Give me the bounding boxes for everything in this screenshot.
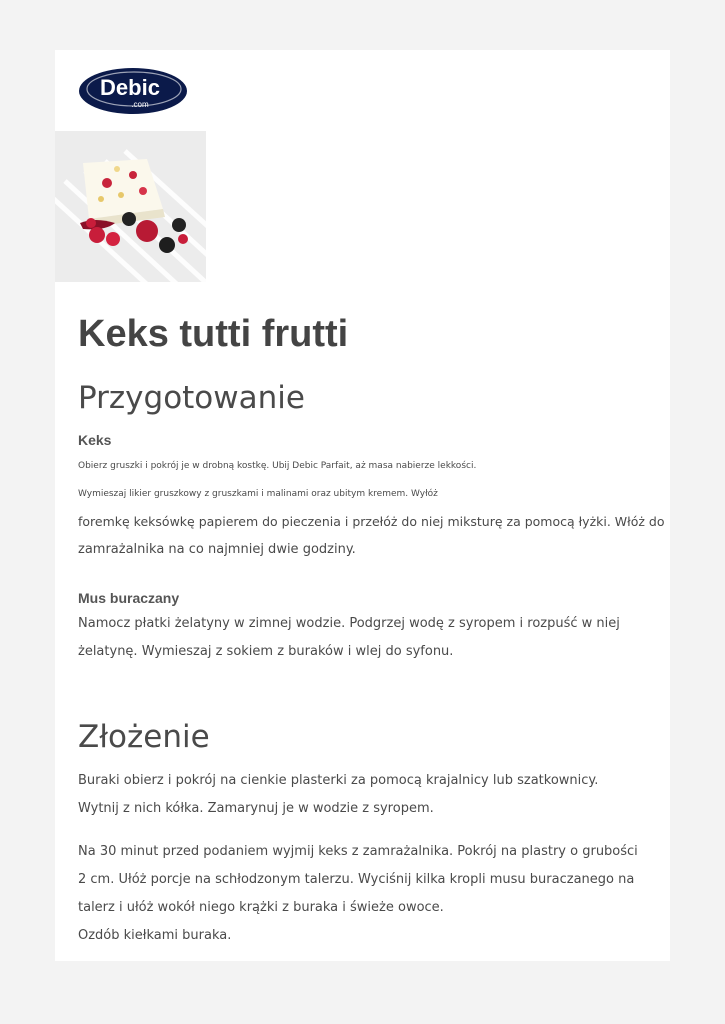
debic-logo[interactable] <box>78 66 188 116</box>
text-line: Buraki obierz i pokrój na cienkie plasterki za pomocą krajalnicy lub szatkownicy. <box>78 773 599 788</box>
mus-instructions <box>78 610 620 666</box>
text-line: Wymieszaj likier gruszkowy z gruszkami i malinami oraz ubitym kremem. Wyłóż <box>78 489 438 499</box>
text-line: 2 cm. Ułóż porcje na schłodzonym talerzu. Wyciśnij kilka kropli musu buraczanego na <box>78 872 635 887</box>
dessert-photo <box>55 131 206 282</box>
assembly-paragraph-2 <box>78 838 638 950</box>
recipe-page <box>55 50 670 961</box>
keks-instructions <box>78 452 664 564</box>
subheading-keks: Keks <box>78 432 112 448</box>
text-line: zamrażalnika na co najmniej dwie godziny. <box>78 542 356 557</box>
text-line: Namocz płatki żelatyny w zimnej wodzie. Podgrzej wodę z syropem i rozpuść w niej <box>78 616 620 631</box>
recipe-title: Keks tutti frutti <box>78 313 349 355</box>
text-line: foremkę keksówkę papierem do pieczenia i przełóż do niej miksturę za pomocą łyżki. Włóż do <box>78 514 665 529</box>
text-line: talerz i ułóż wokół niego krążki z buraka i świeże owoce. <box>78 900 444 915</box>
text-line: Wytnij z nich kółka. Zamarynuj je w wodzie z syropem. <box>78 801 434 816</box>
section-heading-assembly: Złożenie <box>78 719 210 755</box>
logo-text: Debic <box>100 75 160 100</box>
text-line: Na 30 minut przed podaniem wyjmij keks z zamrażalnika. Pokrój na plastry o grubości <box>78 844 638 859</box>
assembly-paragraph-1 <box>78 767 598 823</box>
text-line: żelatynę. Wymieszaj z sokiem z buraków i wlej do syfonu. <box>78 644 454 659</box>
subheading-mus: Mus buraczany <box>78 590 180 606</box>
logo-subtext: .com <box>131 100 149 109</box>
text-line: Obierz gruszki i pokrój je w drobną kostkę. Ubij Debic Parfait, aż masa nabierze lekkości. <box>78 461 477 471</box>
section-heading-preparation: Przygotowanie <box>78 380 305 416</box>
text-line: Ozdób kiełkami buraka. <box>78 928 232 943</box>
